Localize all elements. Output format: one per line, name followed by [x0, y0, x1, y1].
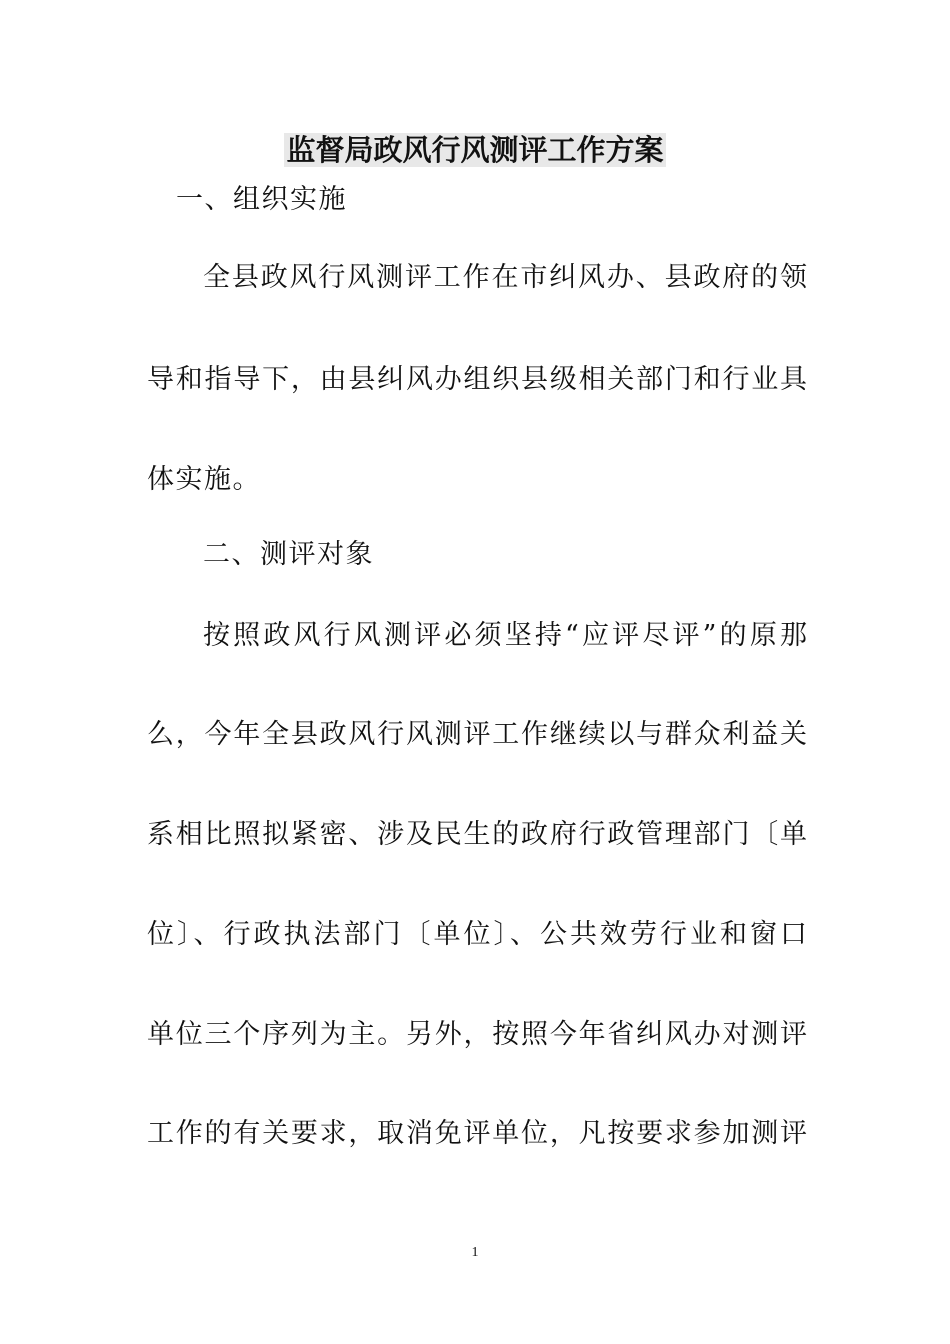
document-title-text: 监督局政风行风测评工作方案 [286, 133, 664, 167]
paragraph-line: 系相比照拟紧密、涉及民生的政府行政管理部门〔单 [147, 819, 807, 850]
paragraph-line: 工作的有关要求，取消免评单位，凡按要求参加测评 [147, 1118, 807, 1149]
paragraph-line: 么，今年全县政风行风测评工作继续以与群众利益关 [147, 719, 807, 750]
paragraph-line: 全县政风行风测评工作在市纠风办、县政府的领 [203, 262, 807, 293]
paragraph-line: 体实施。 [147, 464, 261, 495]
document-title [0, 128, 950, 172]
page-number: 1 [471, 1245, 479, 1260]
paragraph-line: 按照政风行风测评必须坚持“应评尽评”的原那 [203, 620, 807, 651]
section-heading-organization: 一、组织实施 [176, 184, 347, 215]
section-heading-targets: 二、测评对象 [203, 539, 374, 570]
paragraph-line: 位〕、行政执法部门〔单位〕、公共效劳行业和窗口 [147, 919, 807, 950]
paragraph-line: 导和指导下，由县纠风办组织县级相关部门和行业具 [147, 364, 807, 395]
paragraph-line: 单位三个序列为主。另外，按照今年省纠风办对测评 [147, 1019, 807, 1050]
